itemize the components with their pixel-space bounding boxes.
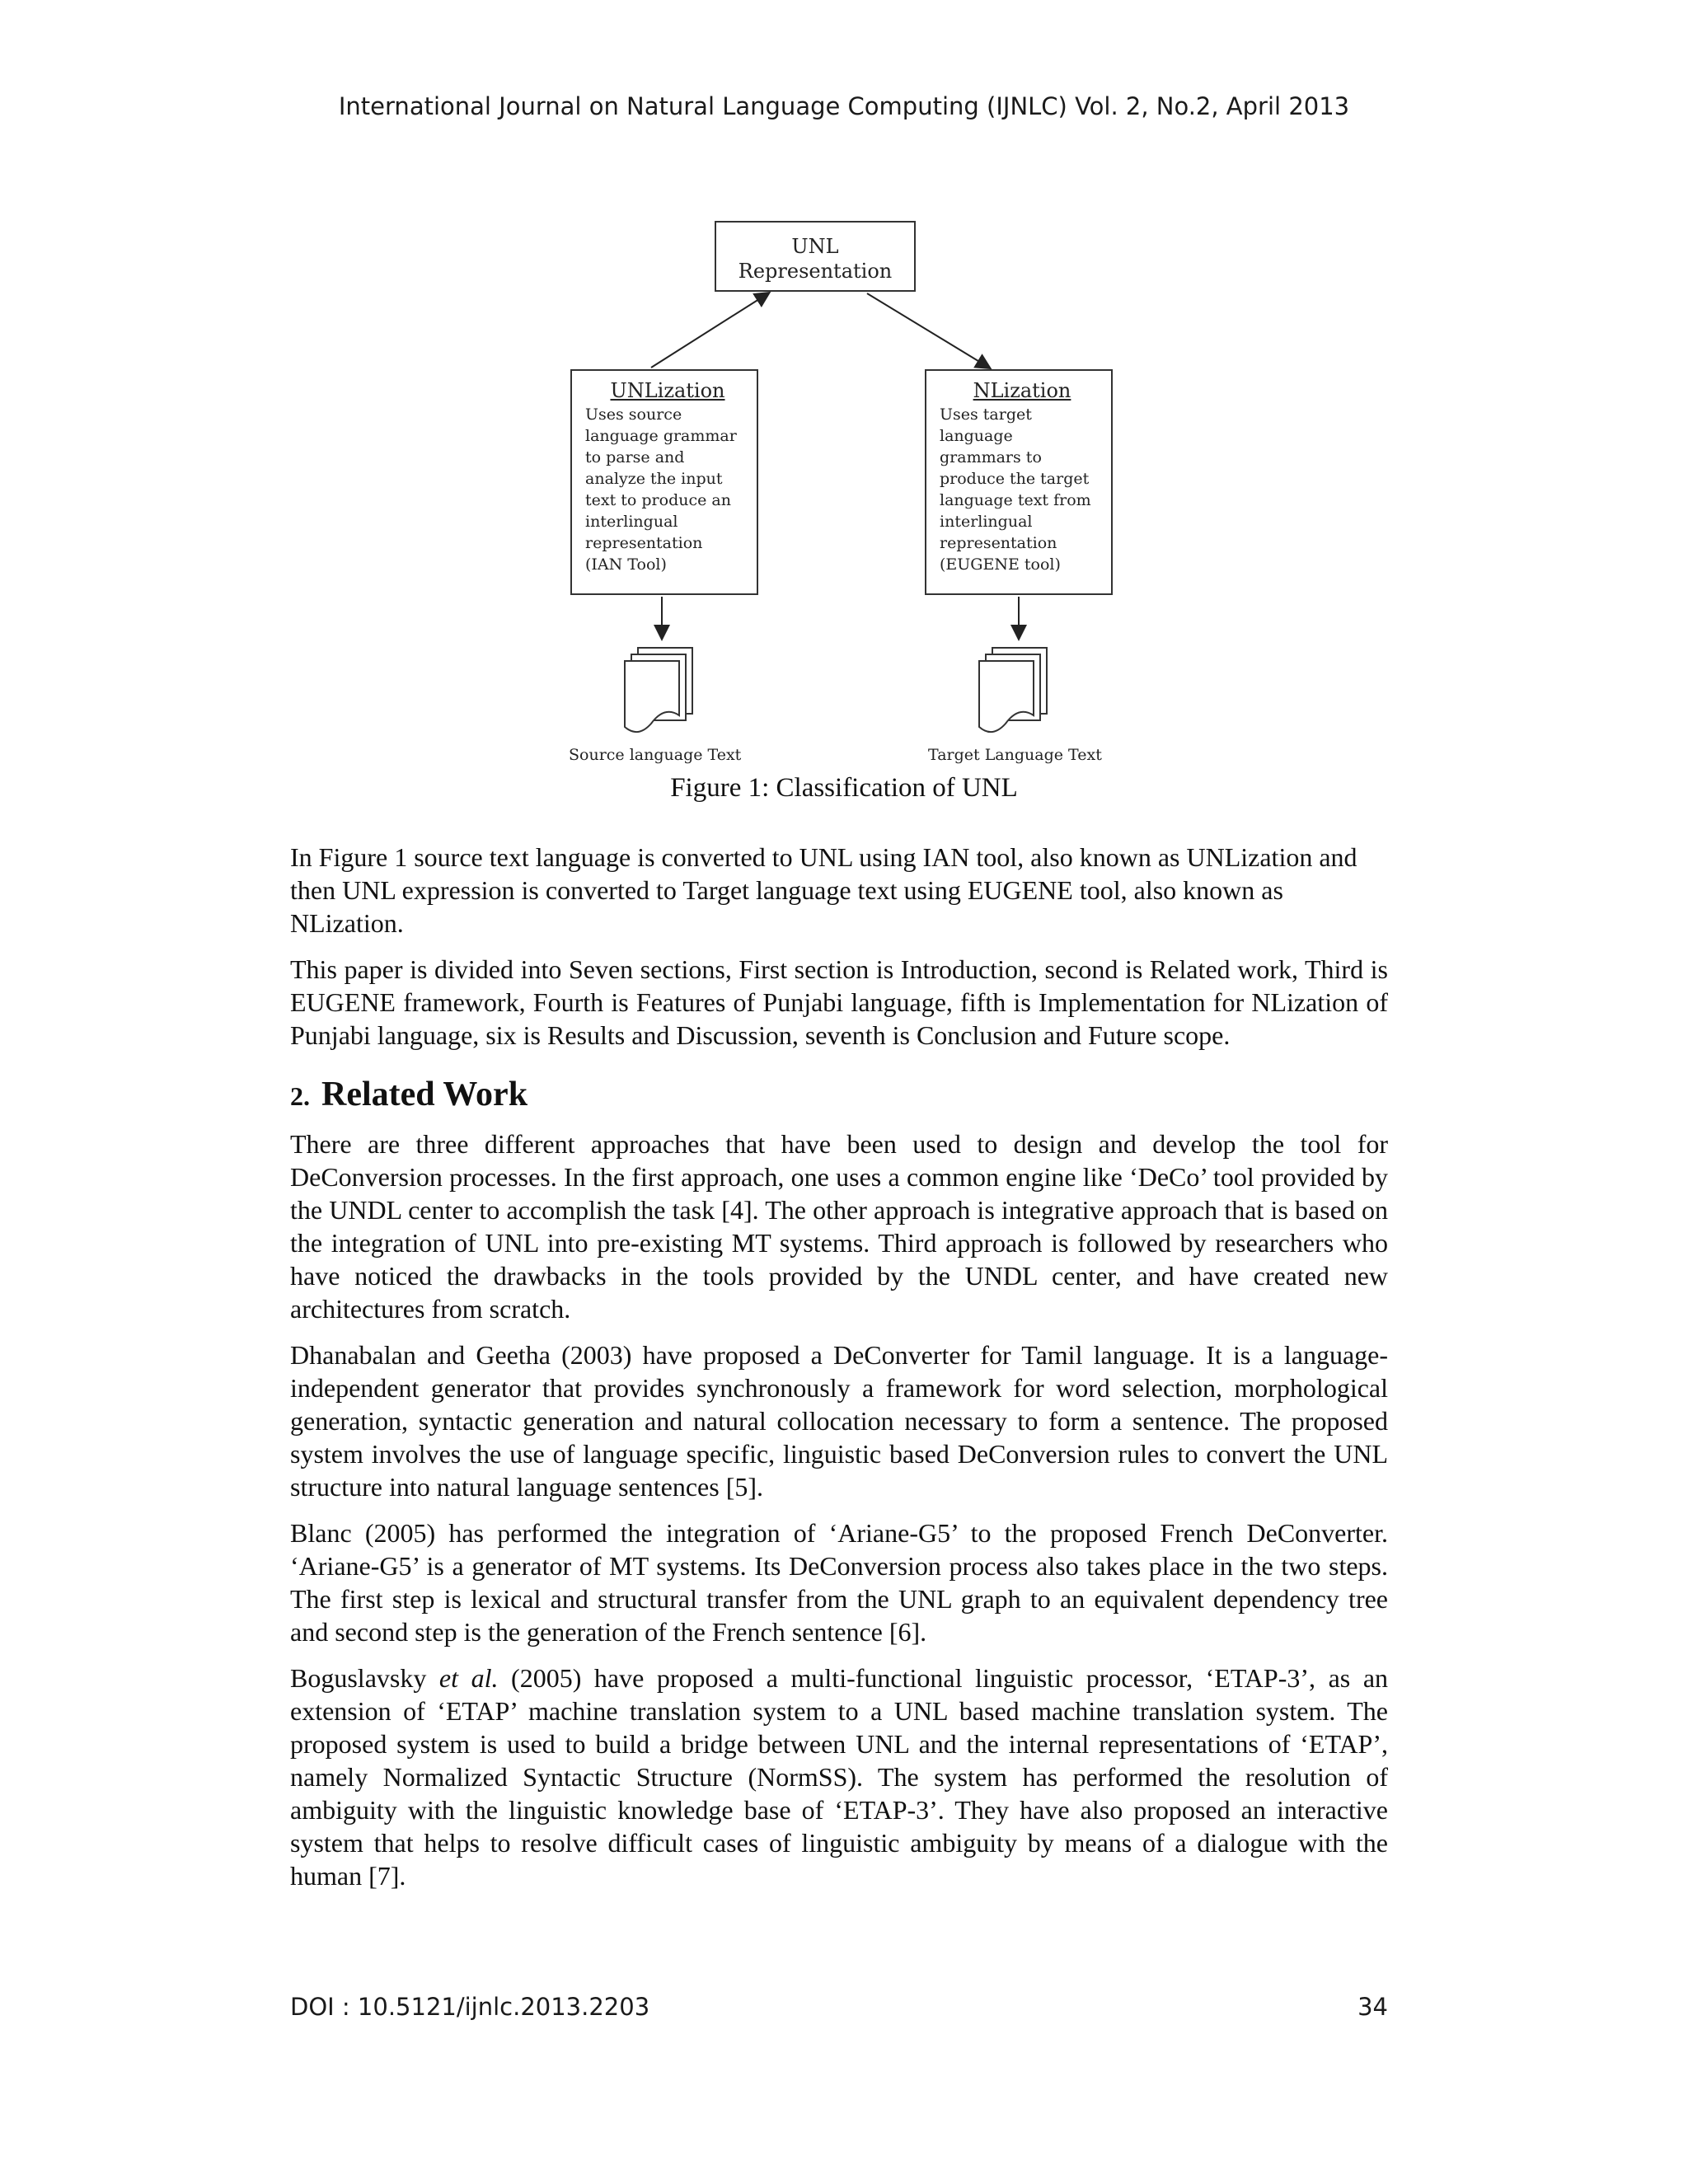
nlization-line: Uses target [940,405,1032,424]
source-document-stack-icon [625,648,692,732]
unl-classification-figure [552,214,1129,775]
unlization-line: (IAN Tool) [585,555,667,574]
unlization-box [570,369,758,595]
figure-caption: Figure 1: Classification of UNL [670,773,1018,803]
nlization-line: produce the target [940,470,1090,488]
source-text-label: Source language Text [569,746,742,764]
nlization-line: representation [940,534,1057,552]
unlization-line: to parse and [585,448,685,466]
nlization-box [925,369,1113,595]
nlization-line: language text from [940,491,1091,509]
unlization-line: representation [585,534,703,552]
nlization-line: grammars to [940,448,1042,466]
journal-header: International Journal on Natural Language Computing (IJNLC) Vol. 2, No.2, April 2013 [338,92,1350,120]
section-number: 2. [290,1081,310,1111]
unl-representation-box [715,221,916,292]
nlization-description [940,404,1104,575]
body-text [290,841,1388,1905]
target-document-stack-icon [979,648,1047,732]
nlization-line: (EUGENE tool) [940,555,1061,574]
page-number: 34 [1357,1993,1388,2021]
arrow-unlization-to-unl [651,293,768,368]
doi-text: DOI : 10.5121/ijnlc.2013.2203 [290,1993,650,2021]
unl-box-line1: UNL [791,235,839,258]
paragraph-approaches: There are three different approaches that have been used to design and develop the tool for DeConversion processes. In the first approach, one uses a common engine like ‘DeCo’ tool provided by the UNDL center to accomplish the task [4]. The other approach is integrative approach that is based on the integration of UNL into pre-existing MT systems. Third approach is followed by researchers who have noticed the drawbacks in the tools provided by the UNDL center, and have created new architectures from scratch. [290,1129,1388,1324]
nlization-line: language [940,427,1013,445]
unlization-line: text to produce an [585,491,731,509]
nlization-title: NLization [973,379,1071,402]
paragraph-tamil-deconverter: Dhanabalan and Geetha (2003) have proposed a DeConverter for Tamil language. It is a language-independent generator that provides synchronously a framework for word selection, morphological generation, syntactic generation and natural collocation necessary to form a sentence. The proposed system involves the use of language specific, linguistic based DeConversion rules to convert the UNL structure into natural language sentences [5]. [290,1340,1388,1502]
unlization-line: Uses source [585,405,682,424]
paragraph-etap3-text: (2005) have proposed a multi-functional linguistic processor, ‘ETAP-3’, as an extension of ‘ETAP’ machine translation system to a UNL based machine translation system. The proposed system is used to build a bridge between UNL and the internal representations of ‘ETAP’, namely Normalized Syntactic Structure (NormSS). The system has performed the resolution of ambiguity with the linguistic knowledge base of ‘ETAP-3’. They have also proposed an interactive system that helps to resolve difficult cases of linguistic ambiguity by means of a dialogue with the human [7]. [290,1663,1389,1891]
page-footer [290,1993,1388,2021]
paragraph-paper-outline: This paper is divided into Seven sections, First section is Introduction, second is Related work, Third is EUGENE framework, Fourth is Features of Punjabi language, fifth is Implementation for NLization of Punjabi language, six is Results and Discussion, seventh is Conclusion and Future scope. [290,954,1388,1050]
paragraph-french-deconverter: Blanc (2005) has performed the integration of ‘Ariane-G5’ to the proposed French DeConverter. ‘Ariane-G5’ is a generator of MT systems. Its DeConversion process also takes place in the two steps. The first step is lexical and structural transfer from the UNL graph to an equivalent dependency tree and second step is the generation of the French sentence [6]. [290,1518,1388,1647]
unl-box-line2: Representation [738,260,893,283]
unlization-line: interlingual [585,513,678,531]
paragraph-etap3 [290,1661,1388,1892]
section-heading [290,1073,1388,1118]
unlization-title: UNLization [610,379,725,402]
et-al: et al. [438,1663,499,1693]
author-name: Boguslavsky [290,1663,427,1693]
unlization-line: language grammar [585,427,737,445]
section-title: Related Work [321,1076,528,1113]
paragraph-figure-explanation: In Figure 1 source text language is converted to UNL using IAN tool, also known as UNLization and then UNL expression is converted to Target language text using EUGENE tool, also known as NLization. [290,842,1357,938]
unlization-line: analyze the input [585,470,723,488]
nlization-line: interlingual [940,513,1033,531]
unlization-description [585,404,750,575]
arrow-unl-to-nlization [867,293,989,368]
target-text-label: Target Language Text [928,746,1102,764]
